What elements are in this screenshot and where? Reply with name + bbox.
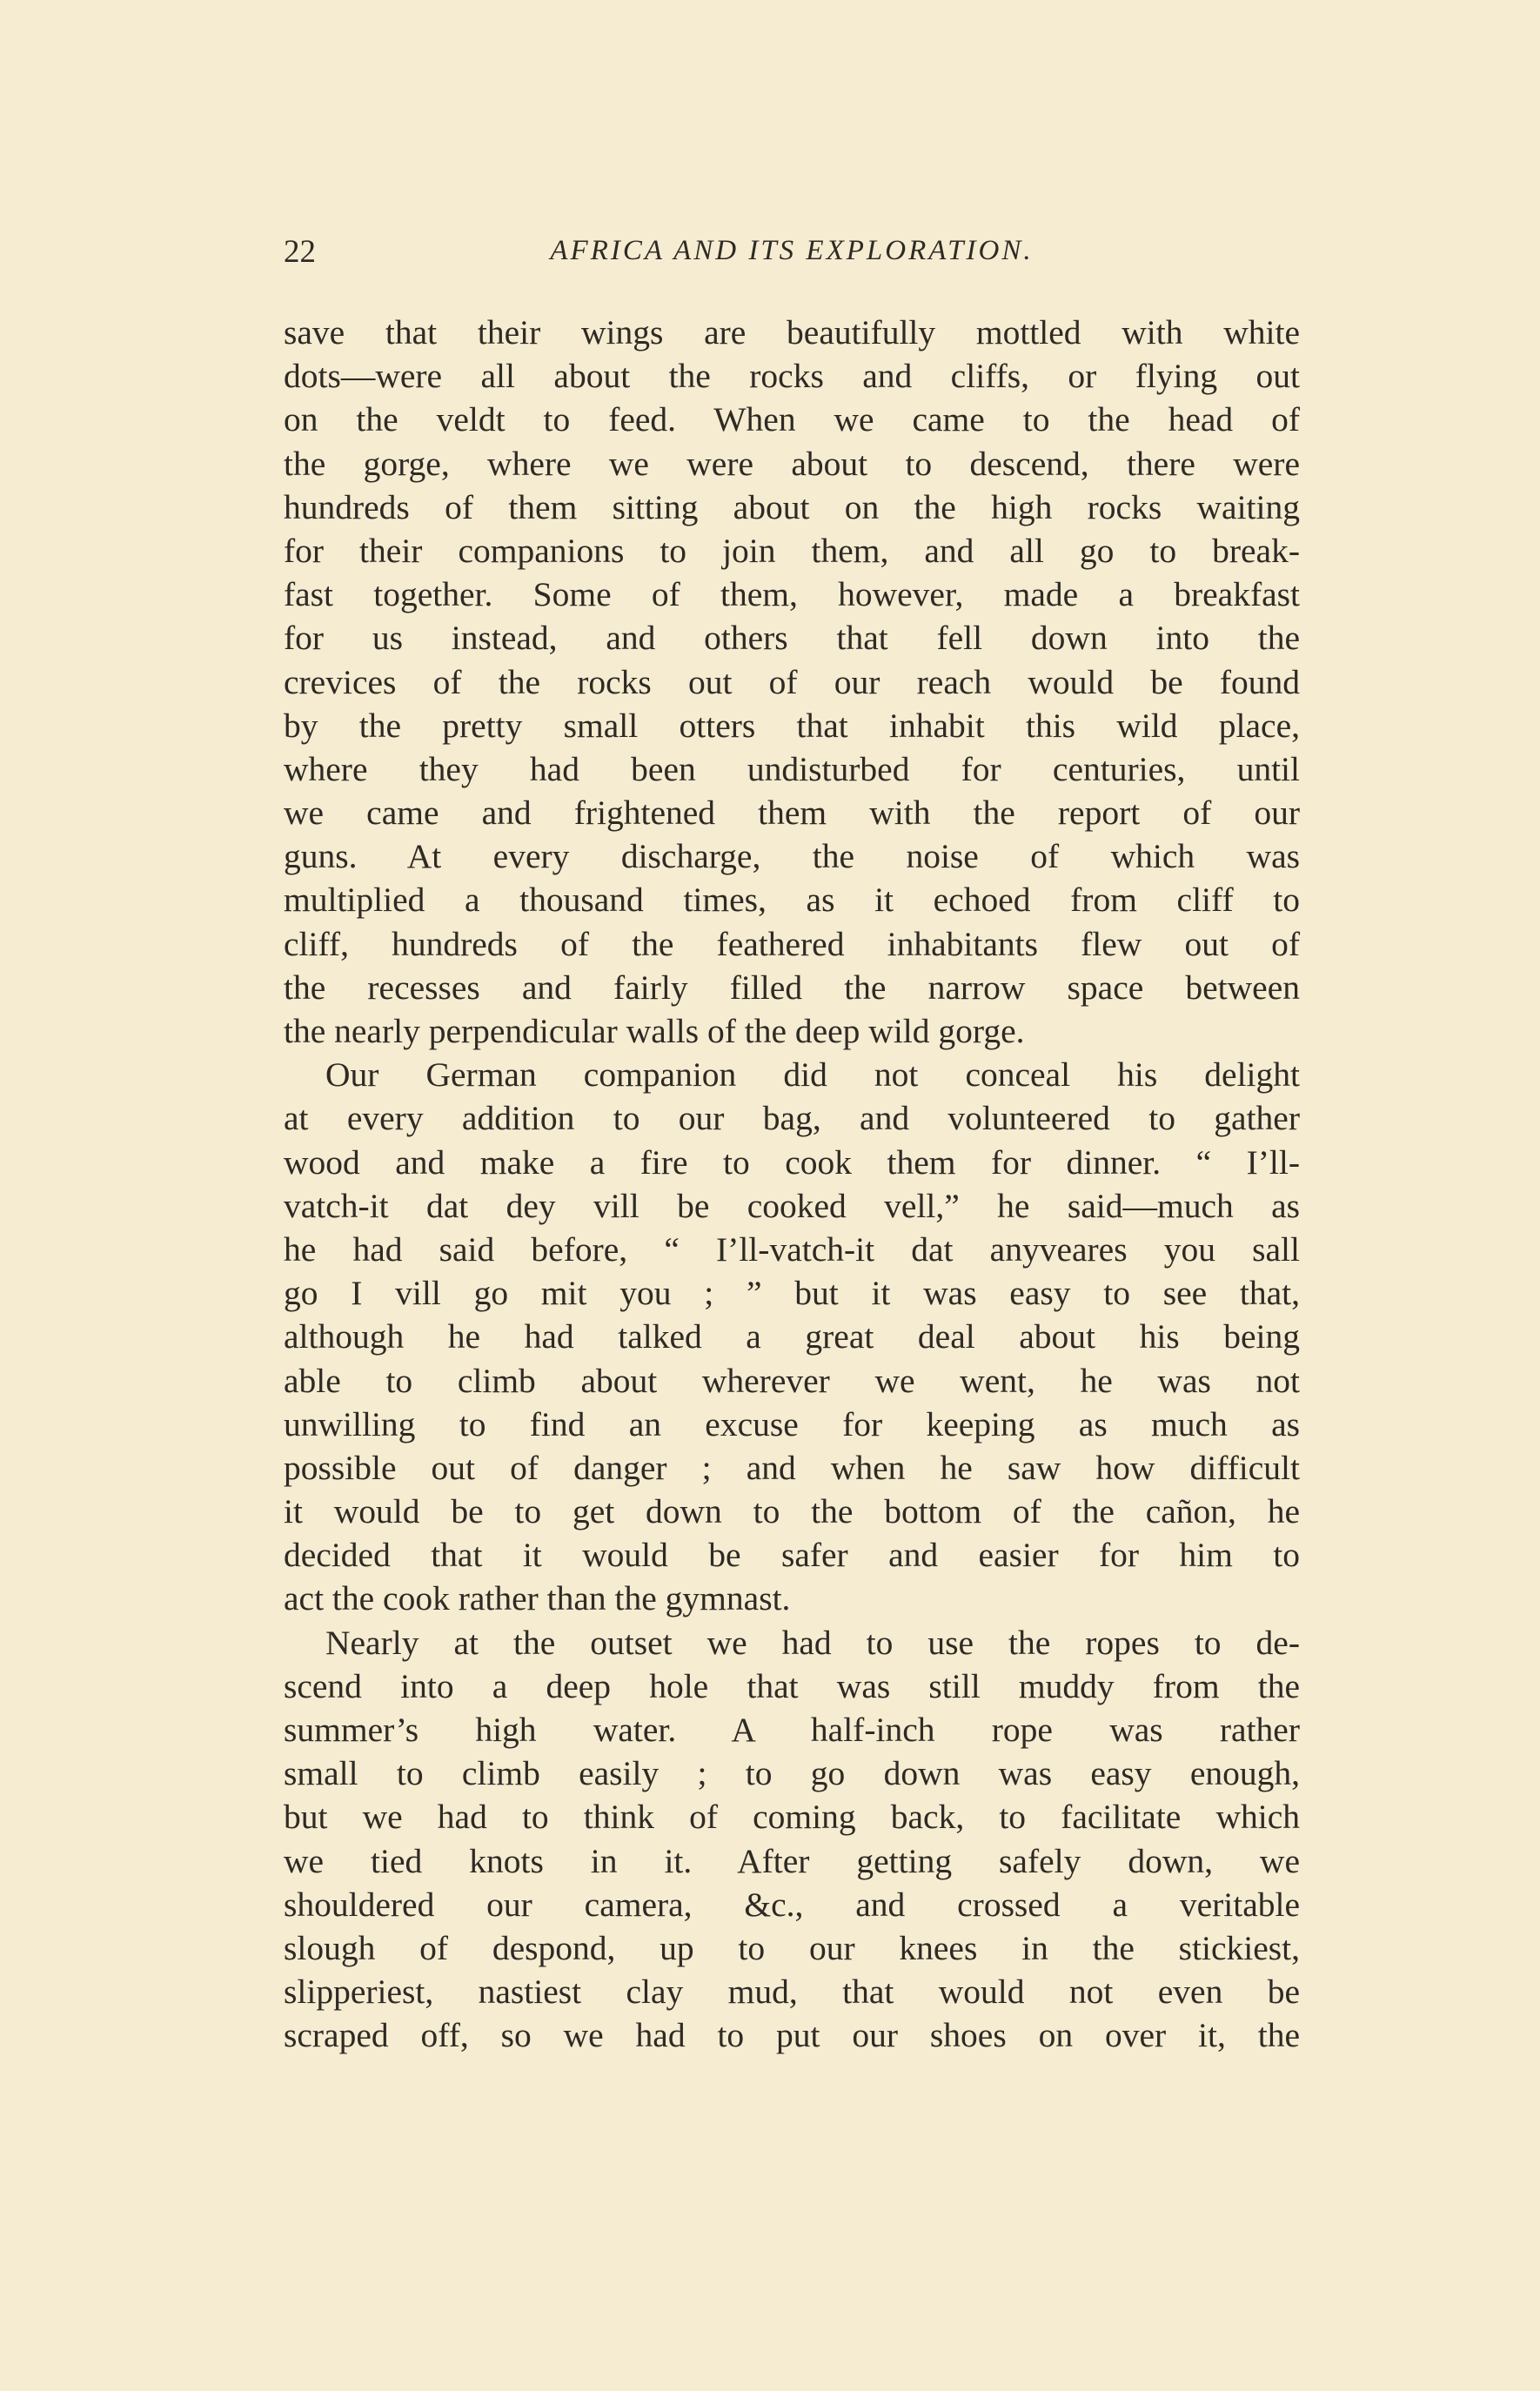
text-line: vatch-it dat dey vill be cooked vell,” he said—much as: [284, 1186, 1300, 1225]
text-line: save that their wings are beautifully mottled with white: [284, 313, 1300, 352]
text-line: the nearly perpendicular walls of the deep wild gorge.: [284, 1012, 1025, 1050]
text-line: unwilling to find an excuse for keeping as much as: [284, 1404, 1300, 1443]
text-line: by the pretty small otters that inhabit this wild place,: [284, 706, 1300, 745]
text-line: scraped off, so we had to put our shoes on over it, the: [284, 2016, 1300, 2055]
text-line: the gorge, where we were about to descend, there were: [284, 444, 1300, 483]
text-line: fast together. Some of them, however, made a breakfast: [284, 575, 1300, 614]
text-line: able to climb about wherever we went, he was not: [284, 1361, 1300, 1400]
text-line: decided that it would be safer and easier for him to: [284, 1536, 1300, 1575]
text-line: guns. At every discharge, the noise of which was: [284, 837, 1300, 876]
text-line: hundreds of them sitting about on the high rocks waiting: [284, 487, 1300, 526]
text-line: for us instead, and others that fell down into the: [284, 619, 1300, 658]
text-line: scend into a deep hole that was still muddy from the: [284, 1666, 1300, 1705]
text-line: possible out of danger ; and when he saw how difficult: [284, 1448, 1300, 1487]
text-line: we came and frightened them with the report of our: [284, 794, 1300, 833]
text-line: go I vill go mit you ; ” but it was easy to see that,: [284, 1274, 1300, 1313]
text-line: but we had to think of coming back, to facilitate which: [284, 1798, 1300, 1837]
text-line: where they had been undisturbed for centuries, until: [284, 749, 1300, 788]
text-line: the recesses and fairly filled the narrow space between: [284, 968, 1300, 1007]
text-line: Nearly at the outset we had to use the ropes to de-: [325, 1623, 1300, 1662]
text-line: cliff, hundreds of the feathered inhabitants flew out of: [284, 924, 1300, 963]
text-line: crevices of the rocks out of our reach would be found: [284, 662, 1300, 701]
text-line: it would be to get down to the bottom of the cañon, he: [284, 1492, 1300, 1531]
text-line: shouldered our camera, &c., and crossed a veritable: [284, 1885, 1300, 1924]
text-line: at every addition to our bag, and volunteered to gather: [284, 1099, 1300, 1138]
text-line: on the veldt to feed. When we came to the head of: [284, 400, 1300, 439]
text-line: act the cook rather than the gymnast.: [284, 1579, 791, 1618]
page-header: [284, 233, 1300, 285]
text-line: small to climb easily ; to go down was easy enough,: [284, 1754, 1300, 1793]
text-line: multiplied a thousand times, as it echoed from cliff to: [284, 881, 1300, 920]
body-text: [284, 311, 1300, 2058]
text-line: we tied knots in it. After getting safely down, we: [284, 1841, 1300, 1880]
text-line: wood and make a fire to cook them for dinner. “ I’ll-: [284, 1142, 1300, 1182]
text-line: slough of despond, up to our knees in the stickiest,: [284, 1928, 1300, 1967]
text-line: Our German companion did not conceal his delight: [325, 1055, 1300, 1095]
text-line: for their companions to join them, and all go to break-: [284, 531, 1300, 570]
text-line: he had said before, “ I’ll-vatch-it dat anyveares you sall: [284, 1229, 1300, 1269]
text-line: although he had talked a great deal about his being: [284, 1317, 1300, 1356]
running-title: AFRICA AND ITS EXPLORATION.: [550, 235, 1034, 266]
text-line: summer’s high water. A half-inch rope was rather: [284, 1711, 1300, 1749]
text-line: dots—were all about the rocks and cliffs, or flying out: [284, 357, 1300, 396]
text-line: slipperiest, nastiest clay mud, that would not even be: [284, 1972, 1300, 2012]
page-number: 22: [284, 234, 316, 270]
